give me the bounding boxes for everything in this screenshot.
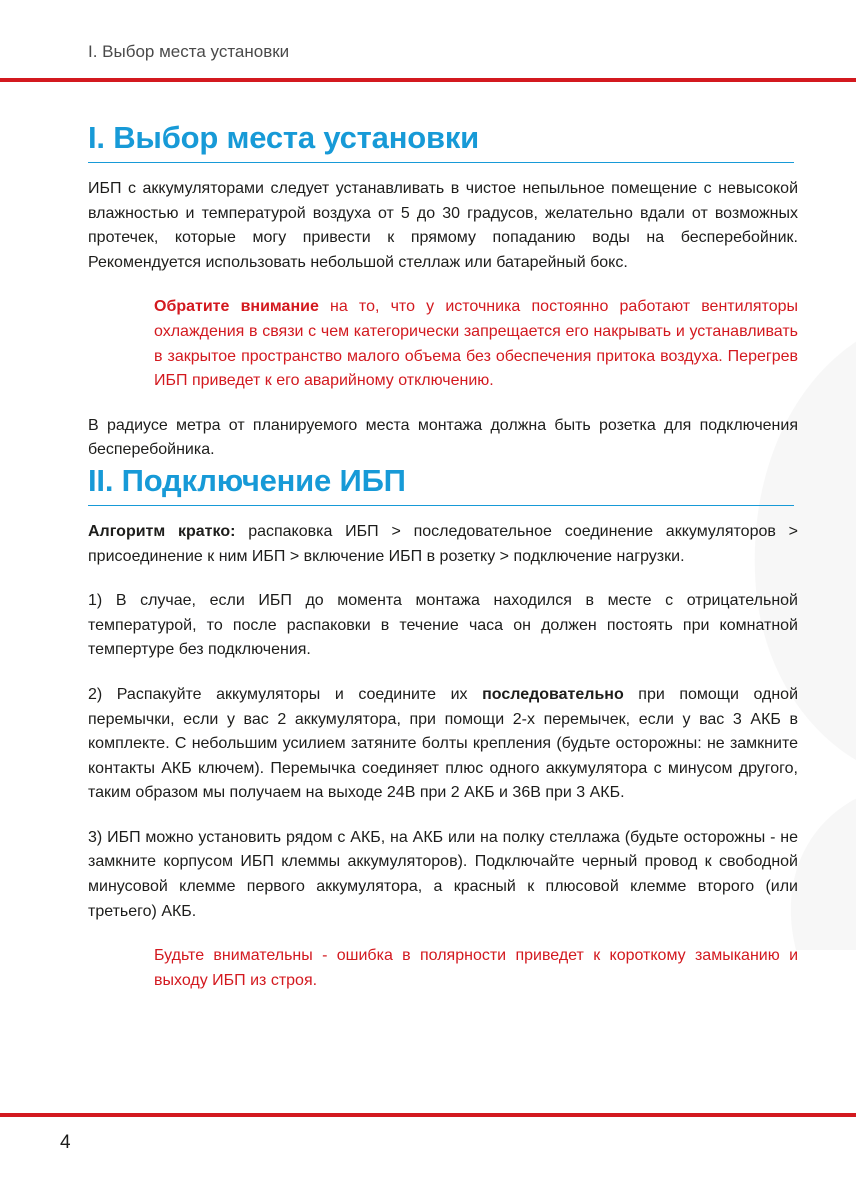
- note-ventilation: [154, 295, 798, 393]
- algorithm-text: распаковка ИБП > последовательное соединение аккумуляторов > присоединение к ним ИБП > включение ИБП в розетку > подключение нагрузки.: [88, 522, 798, 565]
- step-2: [88, 683, 798, 806]
- step-2-text-b: при помощи одной перемычки, если у вас 2 аккумулятора, при помощи 2-х перемычек, если у вас 3 АКБ в комплекте. С небольшим усилием затяните болты крепления (будьте осторожны: не замкните контакты АКБ ключем). Перемычка соединяет плюс одного аккумулятора с минусом другого, таким образом мы получаем на выходе 24В при 2 АКБ и 36В при 3 АКБ.: [88, 685, 799, 802]
- step-1: 1) В случае, если ИБП до момента монтажа находился в месте с отрицательной температурой, то после распаковки в течение часа он должен постоять при комнатной темпертуре без подключения.: [88, 592, 798, 659]
- note-emphasis: Обратите внимание: [154, 298, 319, 316]
- algorithm-label: Алгоритм кратко:: [88, 522, 236, 540]
- paragraph-placement-requirements: ИБП с аккумуляторами следует устанавливать в чистое непыльное помещение с невысокой влажностью и температурой воздуха от 5 до 30 градусов, желательно вдали от возможных протечек, которые могу привести к прямому попаданию воды на бесперебойник. Рекомендуется использовать небольшой стеллаж или батарейный бокс.: [88, 180, 798, 271]
- step-3: 3) ИБП можно установить рядом с АКБ, на АКБ или на полку стеллажа (будьте осторожны - не замкните корпусом ИБП клеммы аккумуляторов). Подключайте черный провод к свободной минусовой клемме первого аккумулятора, а красный к плюсовой клемме второго (или третьего) АКБ.: [88, 828, 798, 920]
- step-2-text-a: 2) Распакуйте аккумуляторы и соедините их: [88, 685, 483, 703]
- step-2-emphasis: последовательно: [482, 685, 624, 703]
- paragraph-socket: В радиусе метра от планируемого места монтажа должна быть розетка для подключения бесперебойника.: [88, 416, 798, 459]
- top-divider: [0, 78, 856, 82]
- section-title-connection: II. Подключение ИБП: [88, 463, 794, 506]
- bottom-divider: [0, 1113, 856, 1117]
- page-content: [88, 120, 798, 993]
- warning-polarity: Будьте внимательны - ошибка в полярности приведет к короткому замыканию и выходу ИБП из строя.: [154, 947, 798, 989]
- running-header: I. Выбор места установки: [88, 42, 290, 61]
- paragraph-algorithm: [88, 520, 798, 569]
- note-text: на то, что у источника постоянно работают вентиляторы охлаждения в связи с чем категорически запрещается его накрывать и устанавливать в закрытое пространство малого объема без обеспечения притока воздуха. Перегрев ИБП приведет к его аварийному отключению.: [154, 298, 798, 390]
- page-number: 4: [60, 1132, 71, 1153]
- section-title-placement: I. Выбор места установки: [88, 120, 794, 163]
